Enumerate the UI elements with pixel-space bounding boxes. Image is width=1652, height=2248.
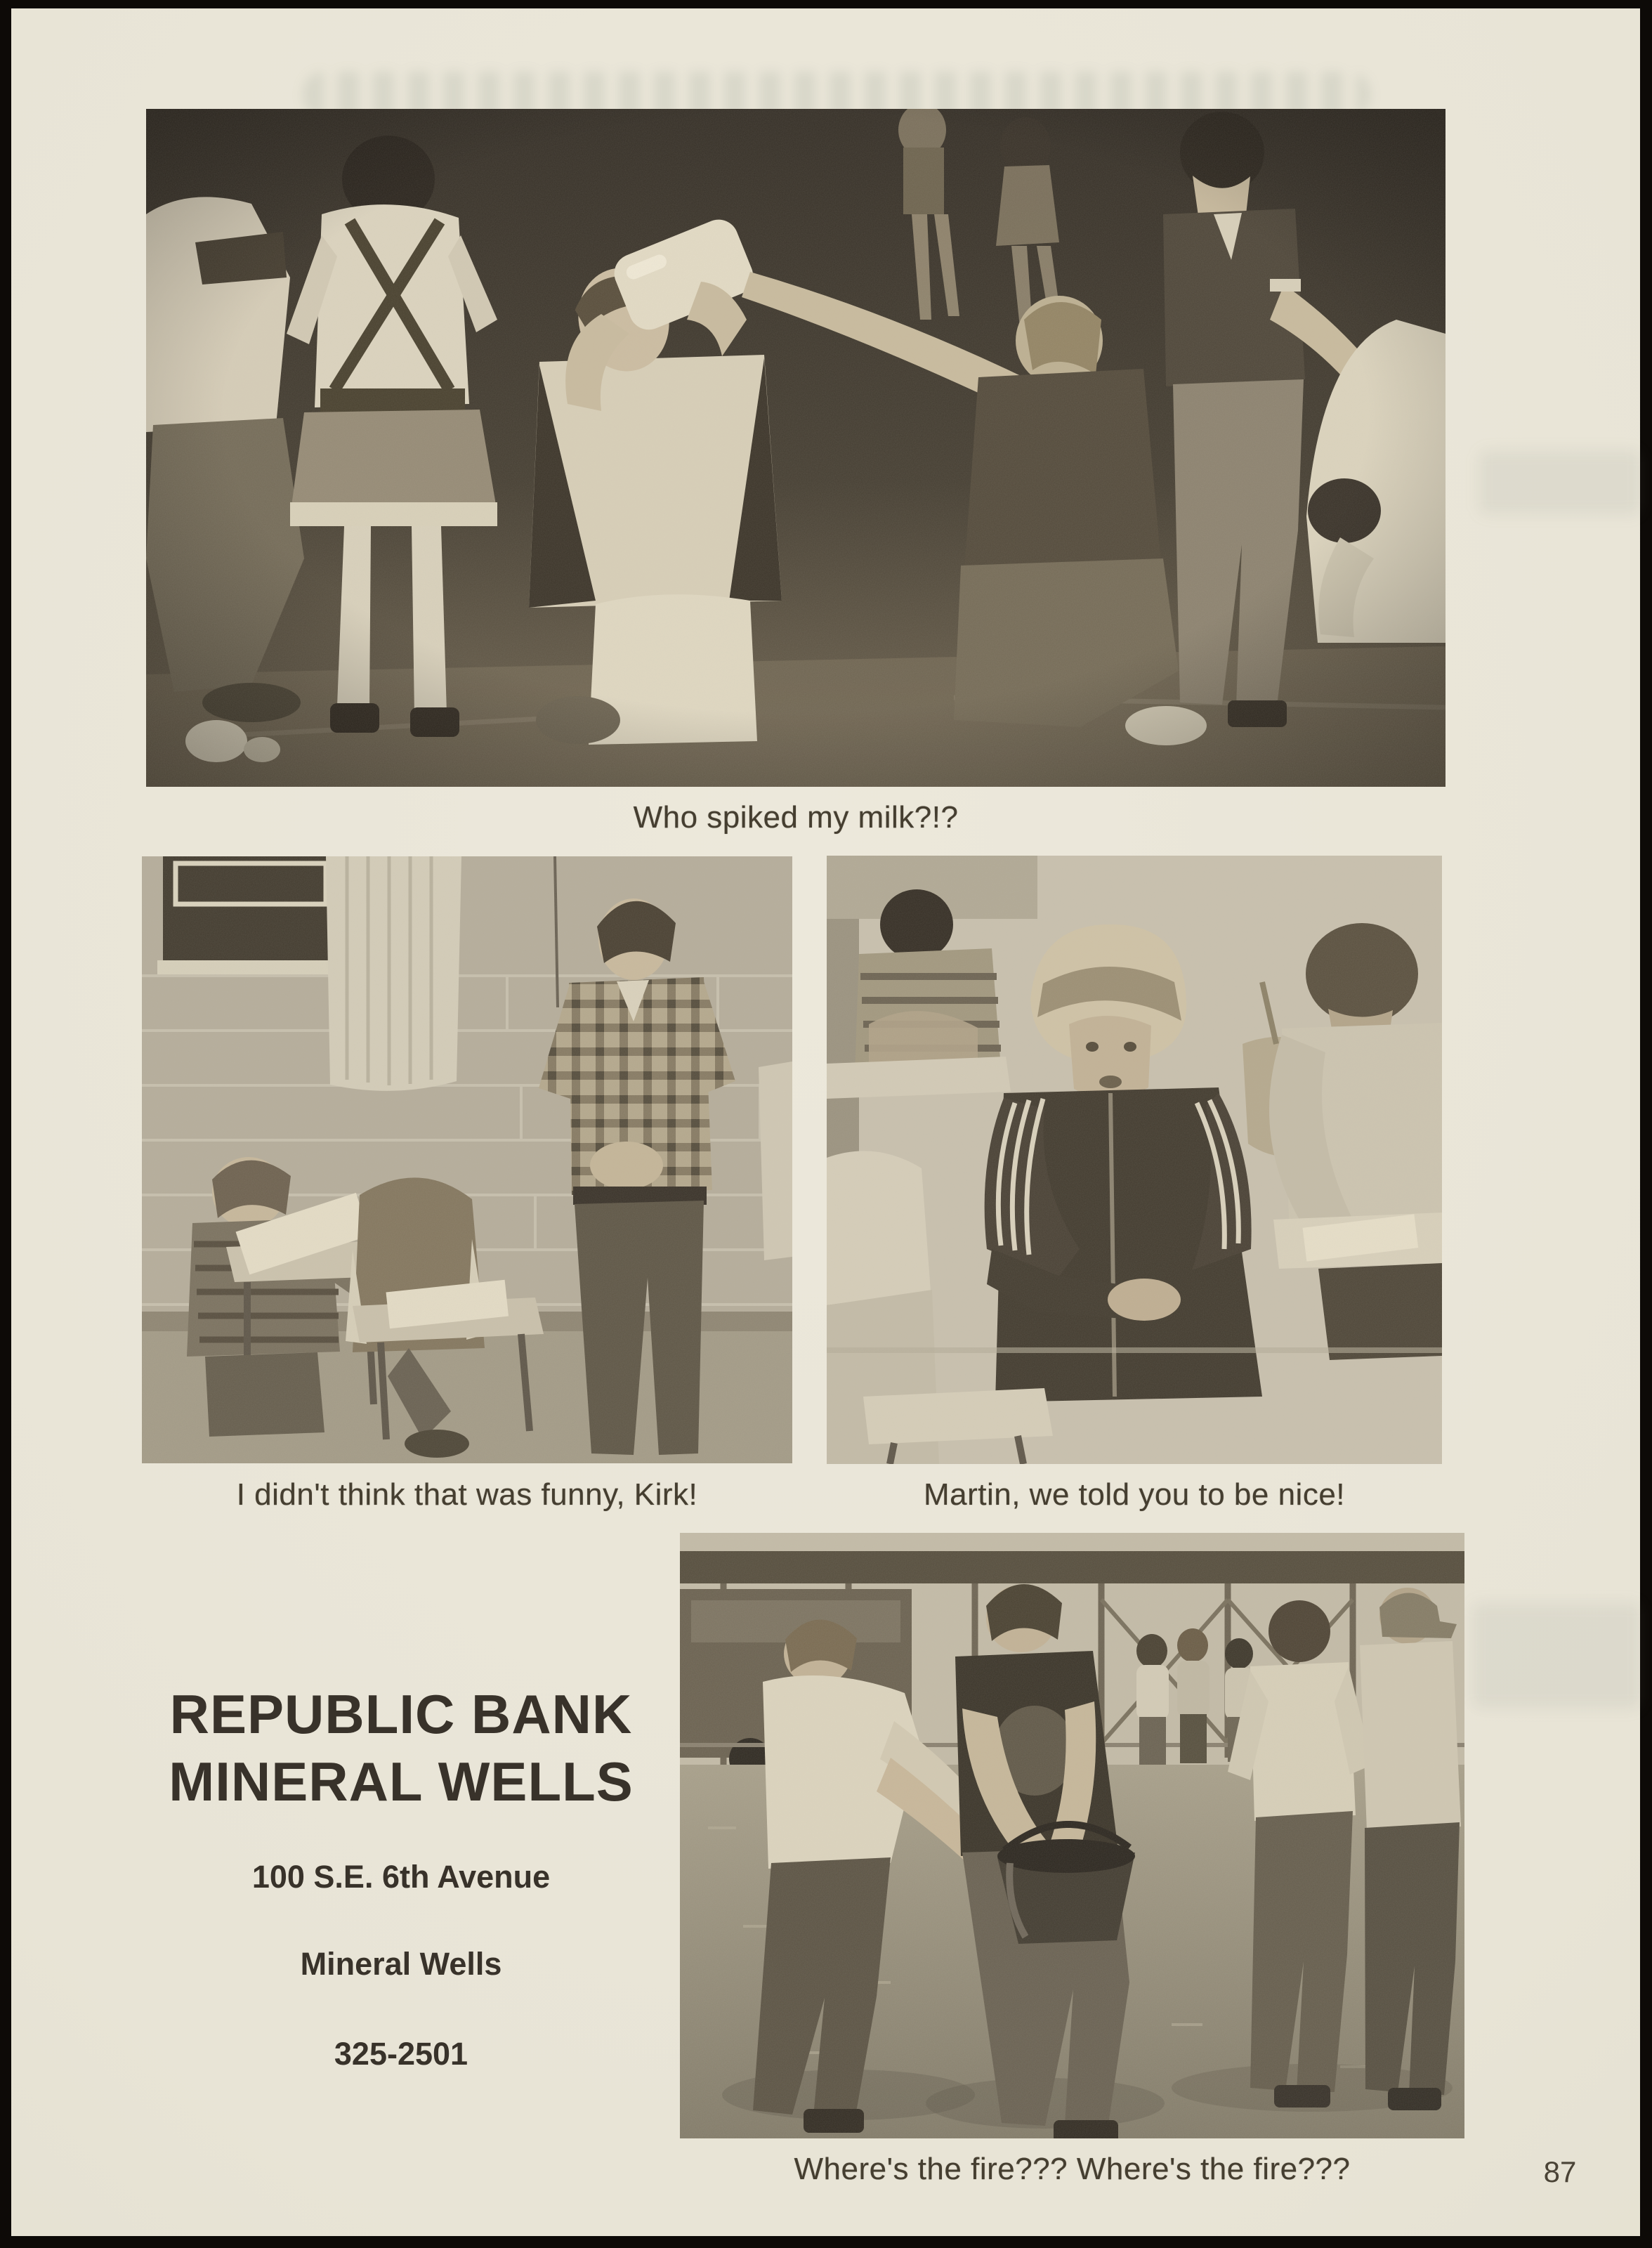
photo-classroom-left (142, 856, 792, 1463)
caption-bucket: Where's the fire??? Where's the fire??? (794, 2152, 1351, 2186)
ad-name-line2: MINERAL WELLS (169, 1751, 634, 1812)
advertisement-republic-bank (117, 1680, 686, 2072)
caption-classroom-right: Martin, we told you to be nice! (923, 1477, 1346, 1512)
yearbook-page (11, 8, 1640, 2236)
photo-bucket (680, 1533, 1464, 2138)
caption-gym: Who spiked my milk?!? (633, 800, 959, 835)
ad-phone: 325-2501 (334, 2036, 468, 2072)
bleedthrough-blot (1472, 1603, 1641, 1708)
classroom-left-photo-image (142, 856, 792, 1463)
photo-gym (146, 109, 1446, 787)
bleedthrough-blot (1479, 451, 1641, 514)
caption-classroom-left: I didn't think that was funny, Kirk! (236, 1477, 698, 1512)
ad-city: Mineral Wells (300, 1946, 502, 1982)
photo-classroom-right (827, 856, 1442, 1464)
bucket-photo-image (680, 1533, 1464, 2138)
classroom-right-photo-image (827, 856, 1442, 1464)
page-number: 87 (1543, 2155, 1577, 2188)
ad-name-line1: REPUBLIC BANK (169, 1683, 633, 1745)
gym-photo-image (146, 109, 1446, 787)
ad-address: 100 S.E. 6th Avenue (251, 1859, 551, 1895)
